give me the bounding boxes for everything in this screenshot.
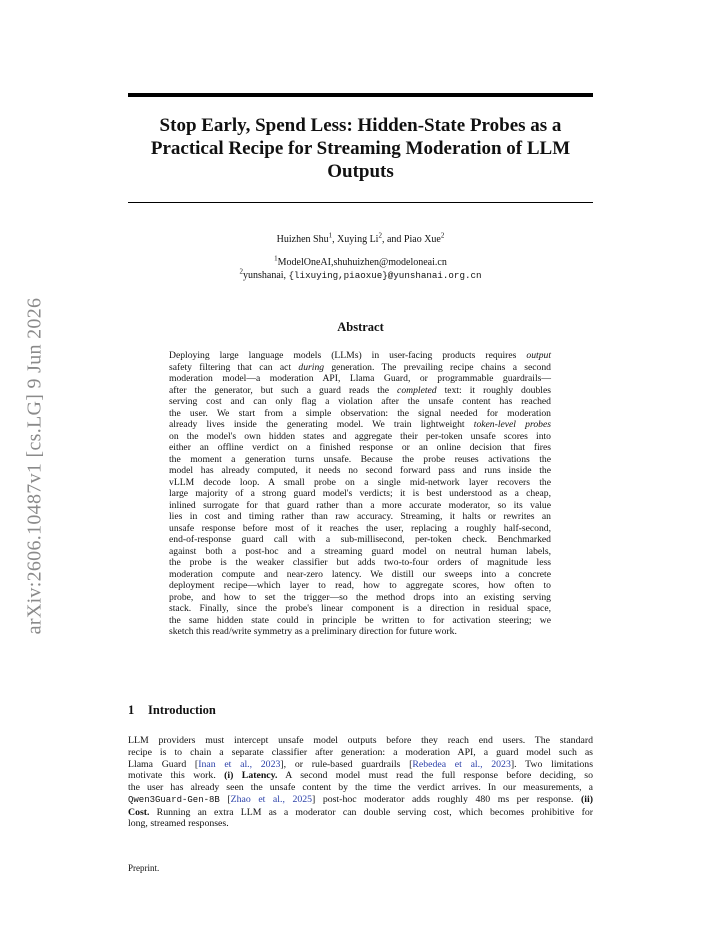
abstract-line: after the generator, but such a guard reads the completed text: it roughly doubles: [169, 384, 551, 396]
intro-line: the user has already seen the unsafe content by the time the verdict arrives. In our measurements, a: [128, 782, 593, 793]
abstract-line: model has already computed, it needs no second forward pass and runs inside the: [169, 465, 551, 477]
affiliation-2: $^2$yunshanai, {lixuying,piaoxue}@yunshanai.org.cn: [239, 267, 482, 281]
intro-line: Llama Guard [Inan et al., 2023], or rule-based guardrails [Rebedea et al., 2023]. Two limitations: [128, 758, 594, 770]
abstract-line: on the model's own hidden states and aggregate their per-token unsafe scores into: [169, 430, 551, 442]
intro-line: LLM providers must intercept unsafe model outputs before they reach end users. The standard: [128, 735, 593, 746]
abstract-line: vLLM decode loop. A small probe on a single mid-network layer recovers the: [169, 476, 551, 488]
title-line: Practical Recipe for Streaming Moderation of LLM: [150, 138, 571, 159]
author-affil-mark: 2: [440, 231, 445, 240]
author-separator: ,: [332, 234, 338, 245]
abstract-line: sketch this read/write symmetry as a preliminary direction for future work.: [169, 626, 457, 638]
author-separator: , and: [381, 234, 404, 245]
author-name: Xuying Li: [337, 234, 379, 245]
abstract-line: large majority of a strong guard model's verdicts; it is best understood as a cheap,: [169, 488, 551, 500]
abstract-line: the moment a generation turns unsafe. Because the probe reuses activations the: [169, 453, 551, 465]
abstract-line: end-of-response guard call with a sub-millisecond, per-token check. Benchmarked: [169, 534, 551, 546]
title-line: Stop Early, Spend Less: Hidden-State Probes as a: [159, 115, 562, 136]
citation-link[interactable]: Zhao et al., 2025: [230, 793, 313, 805]
abstract-line: already lives inside the generating model. We train lightweight token-level probes: [169, 419, 551, 431]
title-rule-top: [128, 93, 593, 97]
abstract-line: inlined surrogate for that guard rather than a more accurate moderator, so its value: [169, 499, 551, 511]
affiliation-emails: {lixuying,piaoxue}@yunshanai.org.cn: [288, 270, 482, 281]
section-number: 1: [128, 703, 135, 717]
footer-note: Preprint.: [128, 863, 160, 873]
abstract-line: the same hidden state could in principle be written to for activation steering; we: [169, 614, 551, 626]
abstract-line: lies in cost and timing rather than raw accuracy. Streaming, it halts or rewrites an: [169, 511, 551, 523]
abstract-line: the user. We start from a simple observation: the signal needed for moderation: [169, 407, 551, 419]
author-name: Piao Xue: [403, 234, 441, 245]
abstract-line: deployment recipe—which layer to read, how to aggregate scores, how often to: [169, 580, 551, 592]
introduction-body: [128, 735, 593, 830]
arxiv-stamp: arXiv:2606.10487v1 [cs.LG] 9 Jun 2026: [23, 297, 46, 635]
abstract-line: Deploying large language models (LLMs) in user-facing products requires output: [169, 350, 551, 361]
model-name: Qwen3Guard-Gen-8B: [128, 794, 220, 805]
abstract-line: moderation compute and near-zero latency. We distill our sweeps into a concrete: [169, 568, 551, 580]
abstract-line: moderation model—a moderation API, Llama Guard, or programmable guardrails—: [169, 373, 551, 385]
intro-line: Cost. Running an extra LLM as a moderator can double serving cost, which becomes prohibitive for: [128, 806, 593, 818]
abstract-line: serving cost and can only flag a violation after the unsafe content has reached: [169, 396, 551, 408]
intro-line: motivate this work. (i) Latency. A second model must read the full response before deciding, so: [128, 770, 594, 782]
citation-link[interactable]: Rebedea et al., 2023: [412, 758, 511, 770]
intro-line: Qwen3Guard-Gen-8B [Zhao et al., 2025] post-hoc moderator adds roughly 480 ms per response. (ii): [128, 793, 593, 805]
abstract-line: stack. Finally, since the probe's linear component is a direction in residual space,: [169, 603, 551, 615]
section-heading-introduction: [128, 703, 216, 718]
affiliation-1: $^1$ModelOneAI,shuhuizhen@modeloneai.cn: [274, 254, 447, 268]
abstract-line: probe, and how to set the trigger—so the method drops into an existing serving: [169, 591, 551, 603]
section-title: Introduction: [148, 703, 216, 717]
abstract-line: safety filtering that can act during generation. The prevailing recipe chains a second: [169, 361, 551, 373]
citation-link[interactable]: Inan et al., 2023: [198, 758, 281, 770]
abstract-line: either an offline verdict on a finished response or an online decision that fires: [169, 442, 551, 454]
abstract-line: the probe is the weaker classifier but adds two-to-four orders of magnitude less: [169, 557, 551, 569]
author-list: [128, 233, 593, 246]
author-name: Huizhen Shu: [276, 234, 329, 245]
abstract-body: [169, 350, 551, 638]
abstract-heading: Abstract: [337, 320, 384, 334]
paper-title: [128, 114, 593, 183]
intro-line: recipe is to chain a separate classifier after generation: a moderation API, a guard model such as: [128, 746, 593, 758]
author-affil-mark: 1: [328, 231, 333, 240]
author-affil-mark: 2: [378, 231, 382, 240]
intro-line: long, streamed responses.: [128, 818, 229, 830]
affiliations: [128, 256, 593, 282]
abstract-line: unsafe response before most of it reaches the user, replacing a roughly half-second,: [169, 522, 551, 534]
title-rule-bottom: [128, 202, 593, 203]
abstract-line: against both a post-hoc and a streaming guard model on neutral human labels,: [169, 545, 551, 557]
title-line: Outputs: [327, 161, 394, 182]
